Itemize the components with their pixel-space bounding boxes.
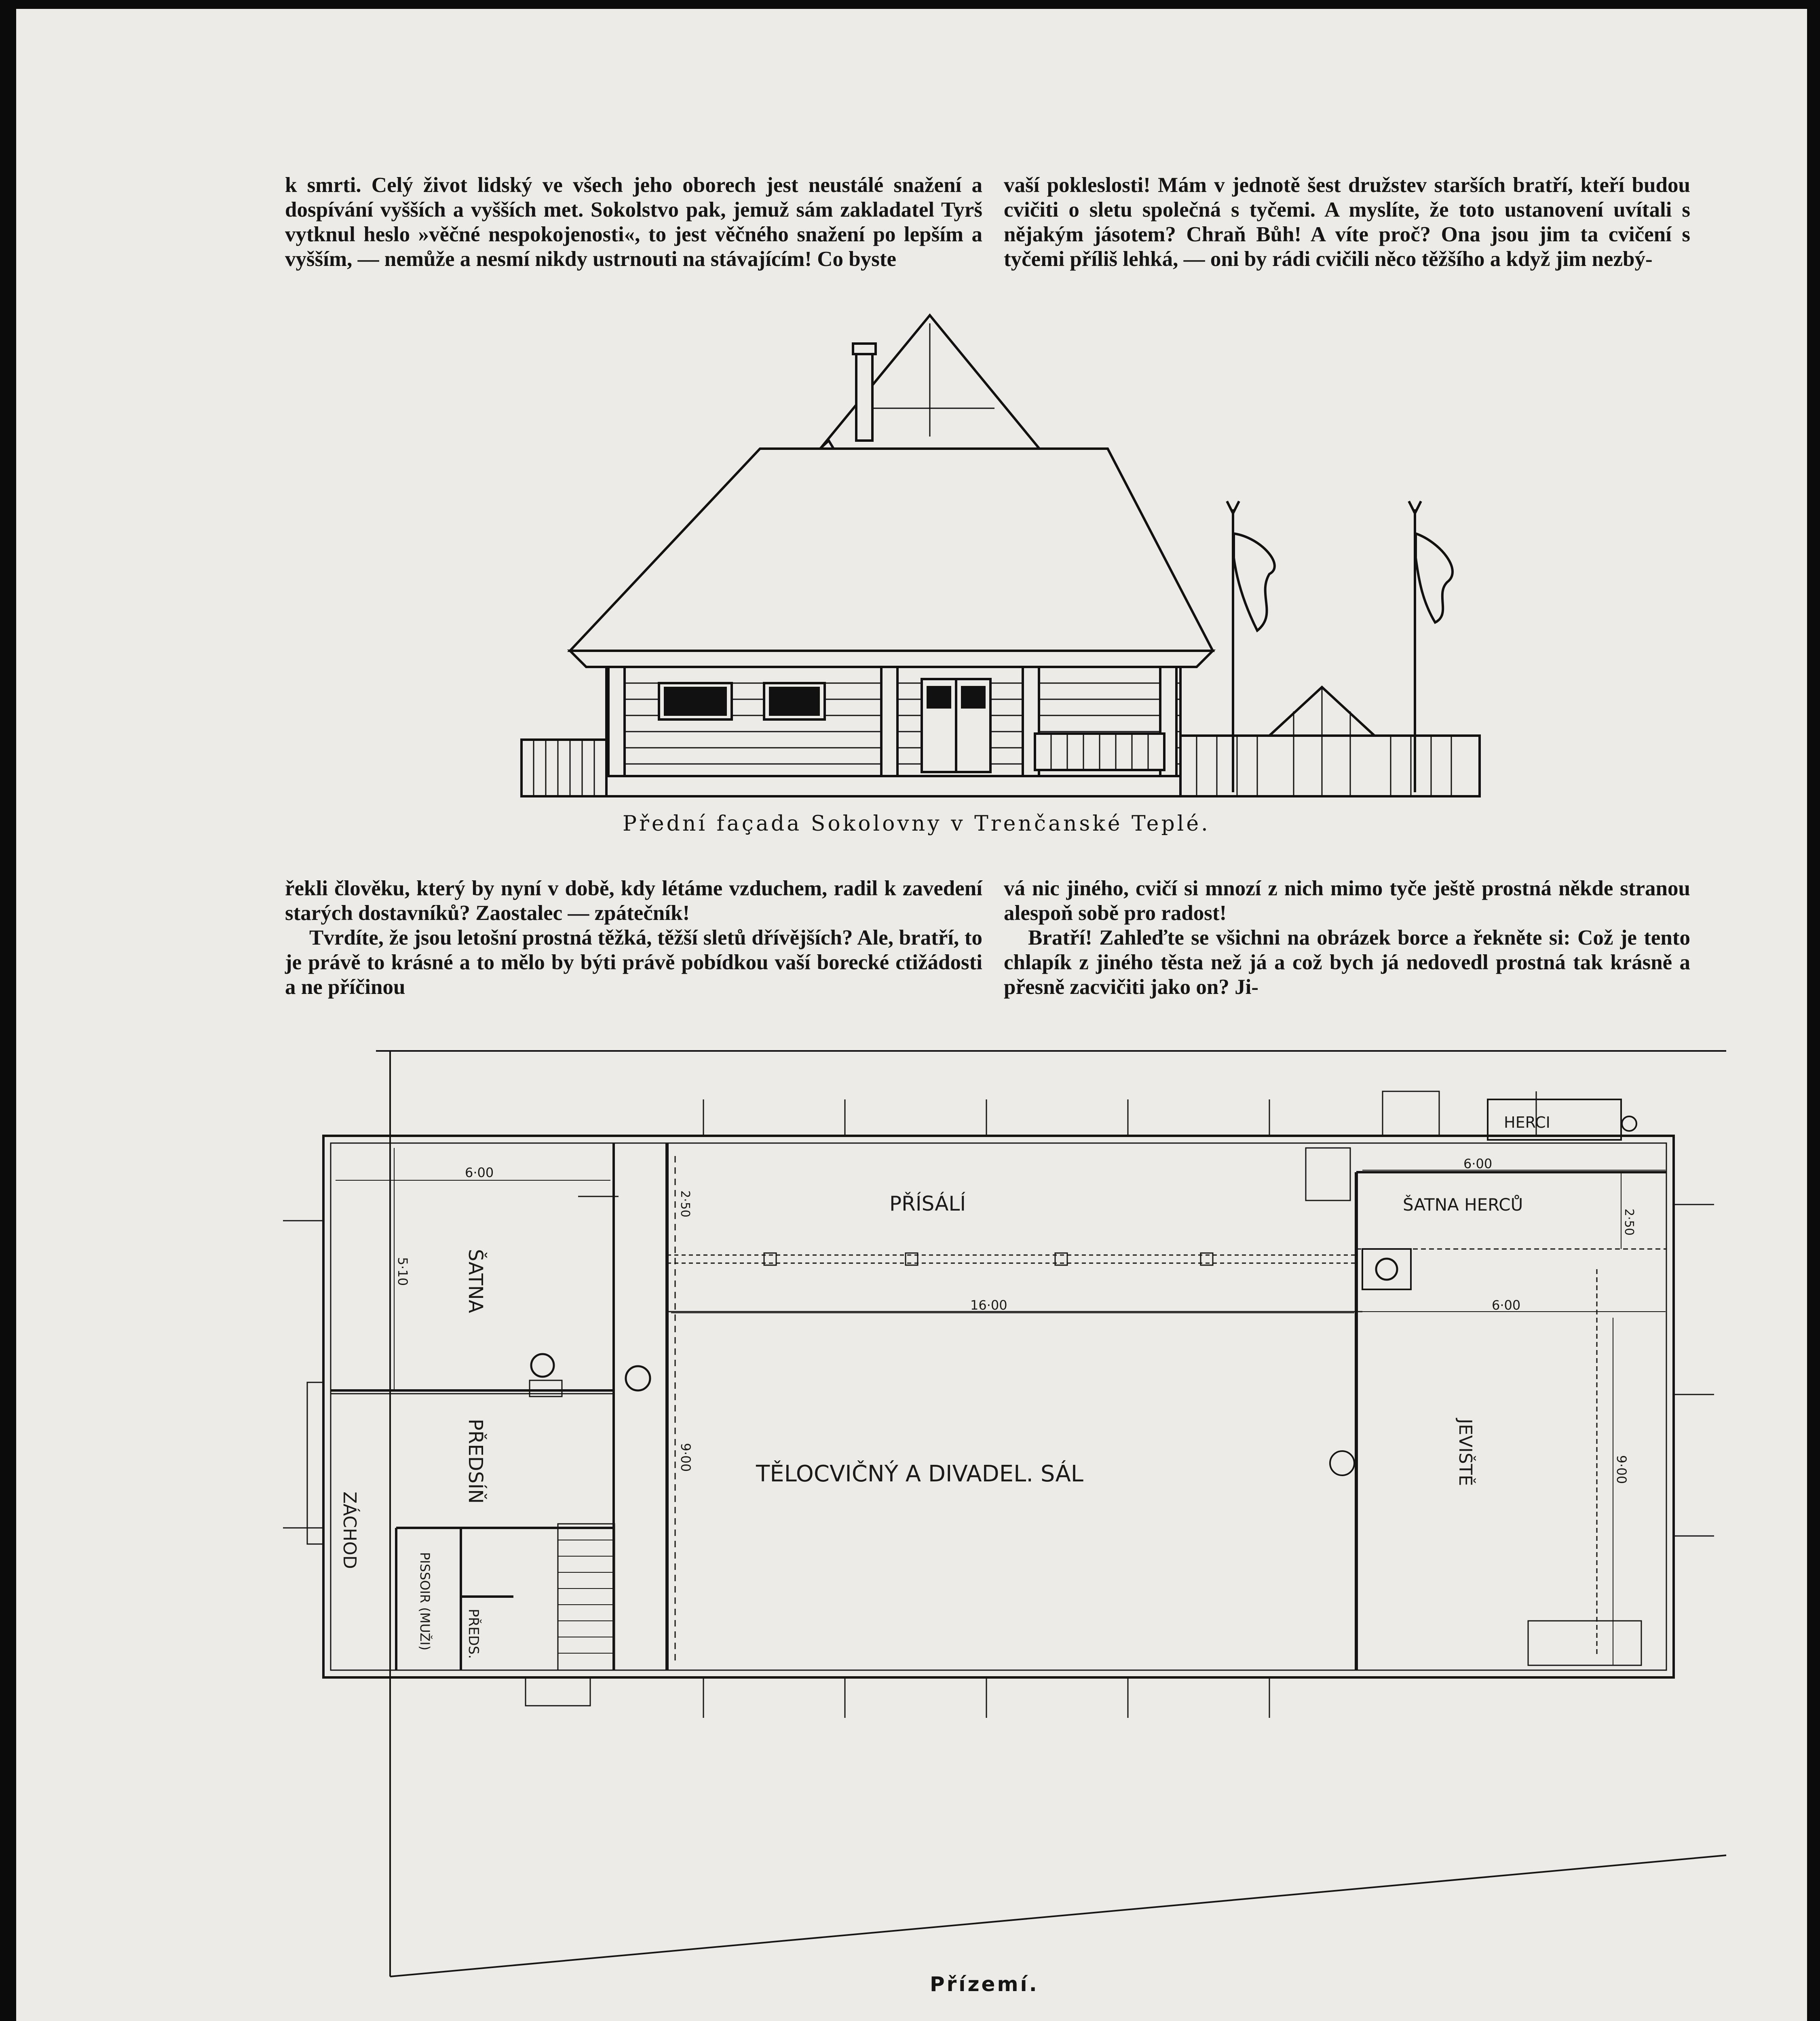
plan-label-herci: HERCI (1504, 1114, 1550, 1131)
floor-plan-drawing (283, 1051, 1726, 1977)
paragraph: vá nic jiného, cvičí si mnozí z nich mimo tyče ještě prostná někde stranou alespoň sobě pro radost! (1004, 877, 1690, 925)
paragraph: vaší pokleslosti! Mám v jednotě šest družstev starších bratří, kteří budou cvičiti o sletu společná s tyčemi. A myslíte, že toto ustanovení uvítali s nějakým jásotem? Chraň Bůh! A víte proč? Ona jsou jim ta cvičení s tyčemi příliš lehká, — oni by rádi cvičili něco těžšího a když jim nezbý- (1004, 173, 1690, 271)
plan-label-pissoir: PISSOIR (MUŽI) (417, 1552, 433, 1651)
dimension-label: 6·00 (1463, 1156, 1493, 1171)
plan-label-predsin: PŘEDSÍŇ (464, 1419, 487, 1504)
plan-label-hall: TĚLOCVIČNÝ A DIVADEL. SÁL (756, 1461, 1083, 1487)
plan-label-predsin-small: PŘEDS. (465, 1609, 481, 1659)
paragraph: k smrti. Celý život lidský ve všech jeho oborech jest neustálé snažení a dospívání vyšších a vyšších met. Sokolstvo pak, jemuž sám zakladatel Tyrš vytknul heslo »věčné nespokojenosti«, to jest věčného snažení po lepším a vyšším, — nemůže a nesmí nikdy ustrnouti na stávajícím! Co byste (285, 173, 982, 271)
plan-label-satna-hercu: ŠATNA HERCŮ (1403, 1195, 1523, 1215)
dimension-label: 9·00 (678, 1443, 693, 1472)
paragraph: Bratří! Zahleďte se všichni na obrázek borce a řekněte si: Což je tento chlapík z jiného těsta než já a což bych já nedovedl prostná tak krásně a přesně zacvičiti jako on? Ji- (1004, 926, 1690, 999)
plan-label-satna: ŠATNA (464, 1249, 487, 1313)
facade-drawing (522, 315, 1480, 796)
dimension-label: 2·50 (678, 1190, 692, 1217)
dimension-label: 5·10 (395, 1257, 410, 1286)
plan-label-zachod: ZÁCHOD (339, 1491, 360, 1569)
dimension-label: 9·00 (1614, 1455, 1629, 1484)
facade-caption: Přední façada Sokolovny v Trenčanské Teplé. (623, 812, 1210, 836)
dimension-label: 16·00 (970, 1297, 1007, 1313)
plan-label-jeviste: JEVIŠTĚ (1455, 1419, 1476, 1486)
plan-label-prisali: PŘÍSÁLÍ (889, 1192, 966, 1215)
dimension-label: 6·00 (465, 1165, 494, 1180)
dimension-label: 6·00 (1492, 1297, 1521, 1313)
paragraph: Tvrdíte, že jsou letošní prostná těžká, těžší sletů dřívějších? Ale, bratří, to je právě to krásné a to mělo by býti právě pobídkou vaší borecké ctižádosti a ne příčinou (285, 926, 982, 999)
plan-caption: Přízemí. (930, 1972, 1039, 1996)
dimension-label: 2·50 (1622, 1209, 1636, 1236)
paragraph: řekli člověku, který by nyní v době, kdy létáme vzduchem, radil k zavedení starých dostavníků? Zaostalec — zpátečník! (285, 877, 982, 925)
